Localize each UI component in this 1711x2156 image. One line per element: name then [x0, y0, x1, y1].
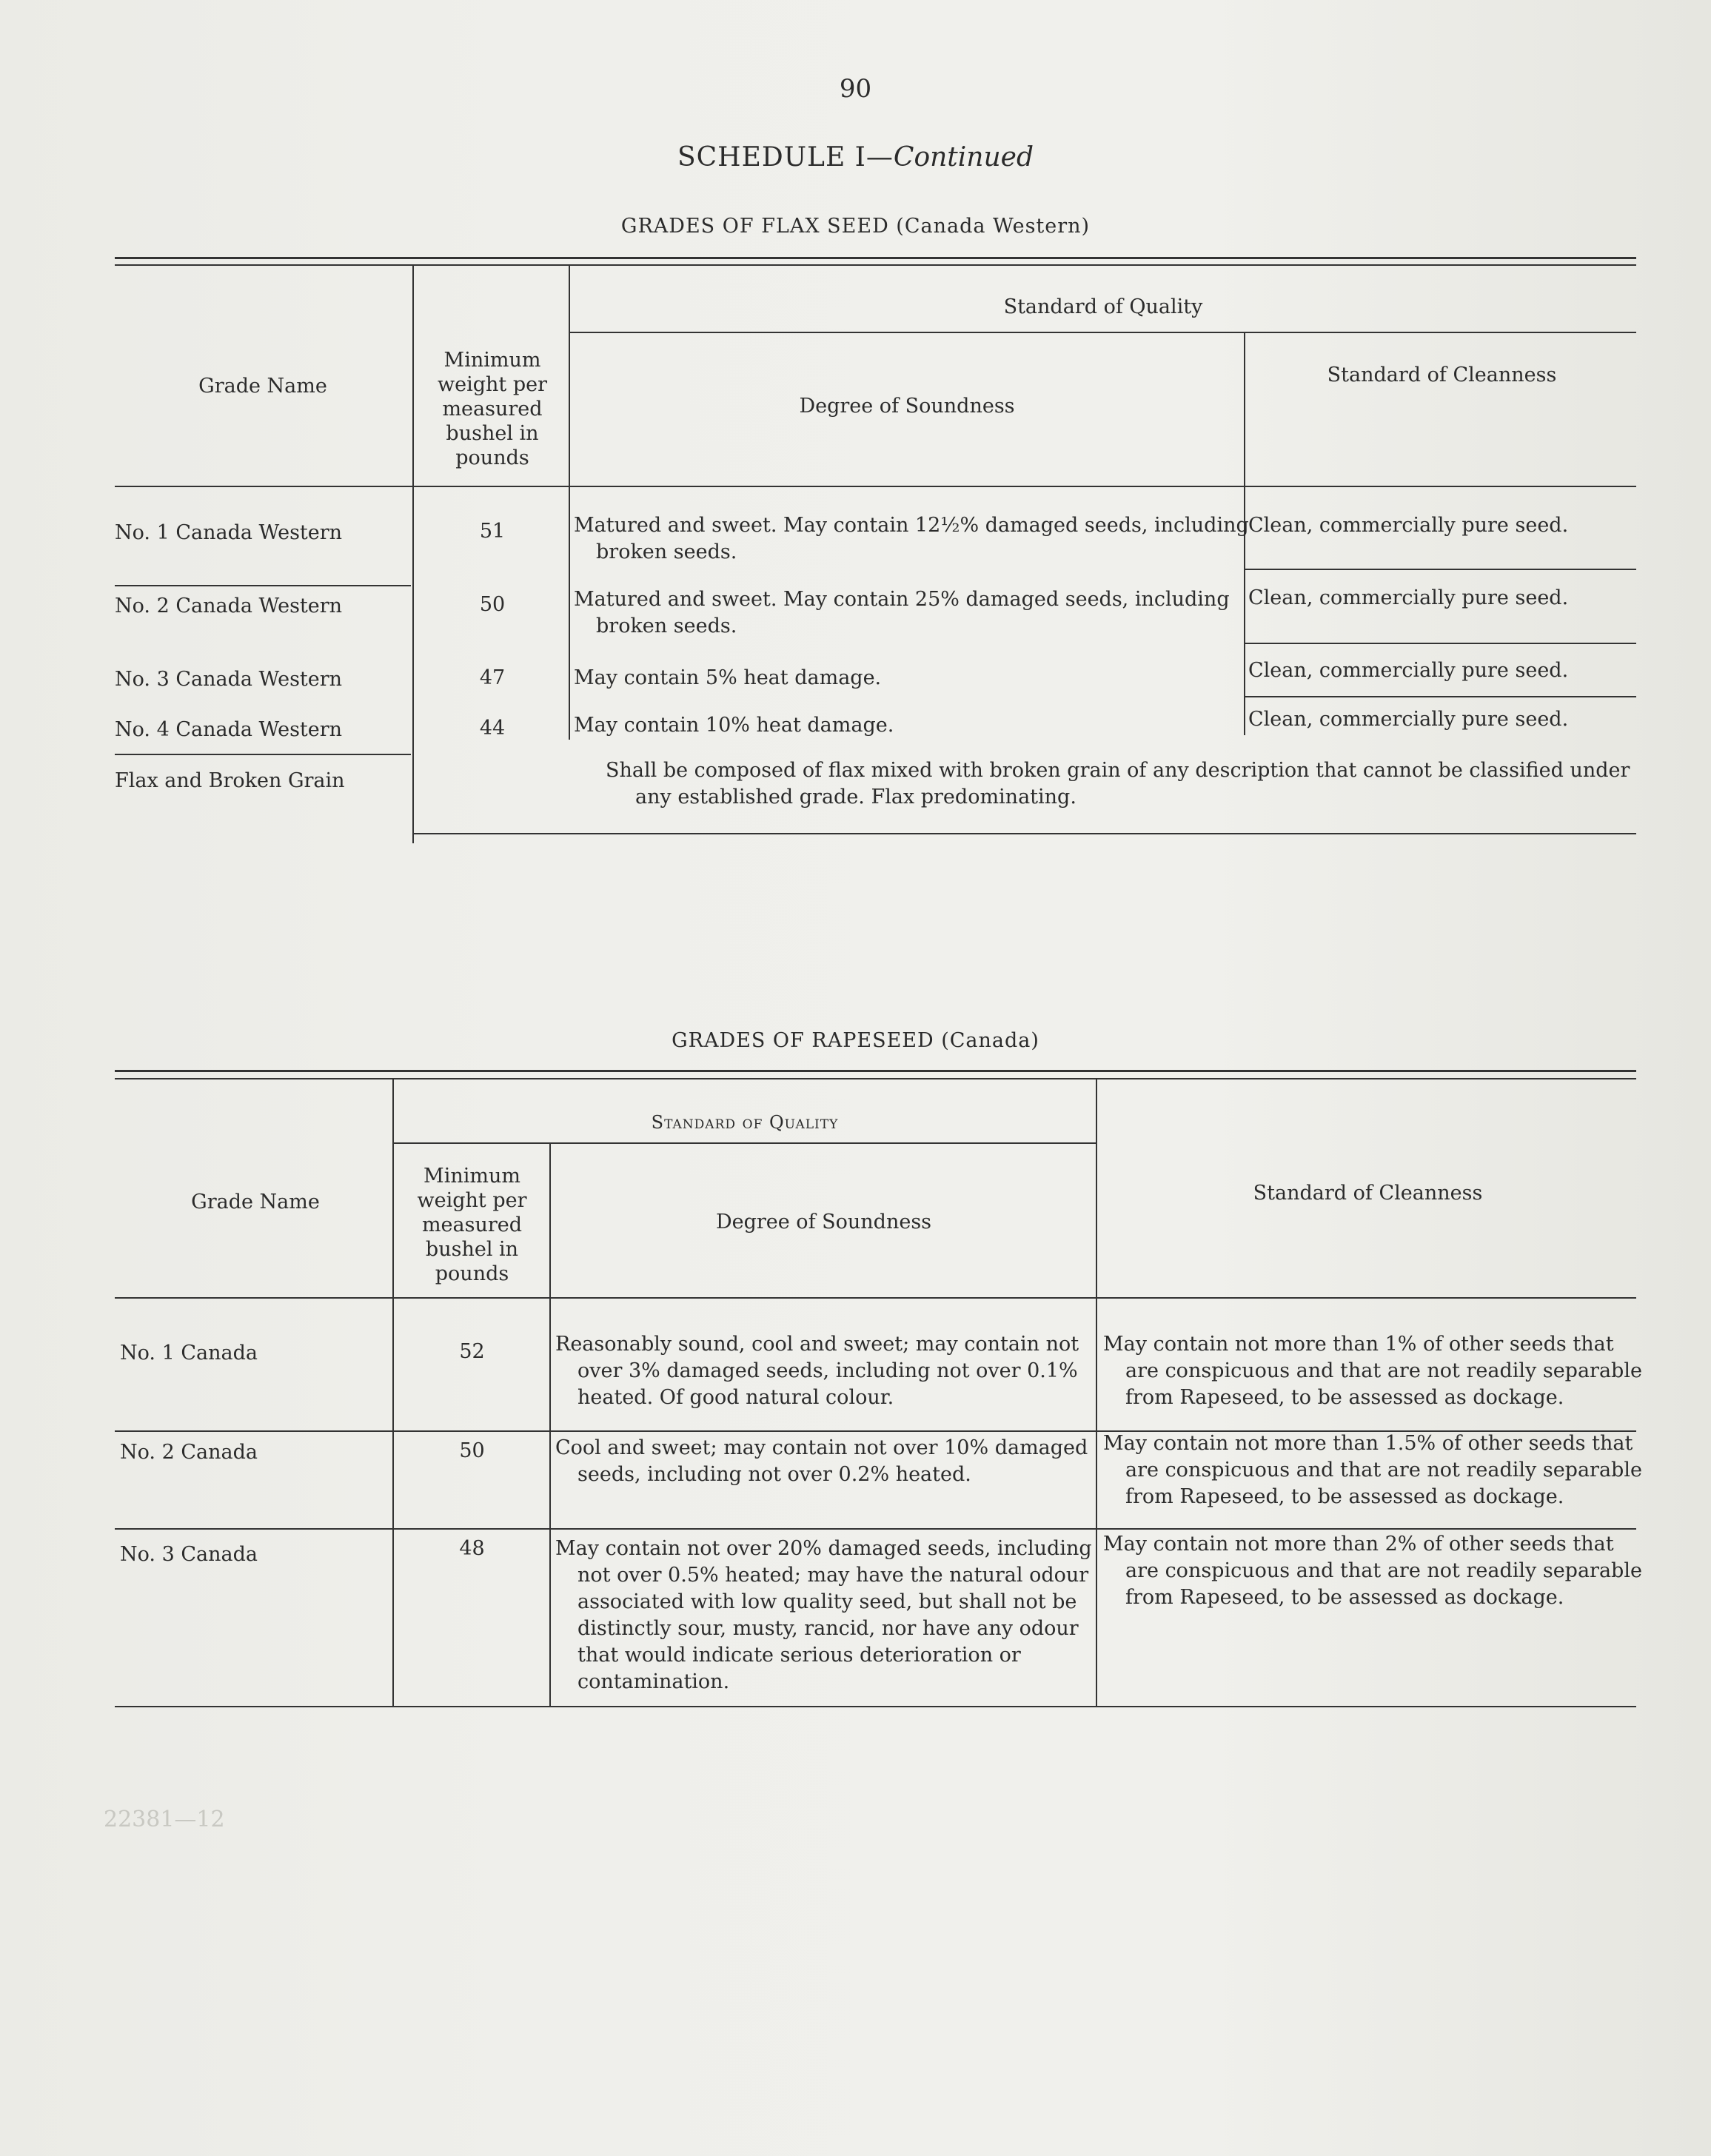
flax-table-title: GRADES OF FLAX SEED (Canada Western) [620, 215, 1091, 238]
flax-row-rule-1a [115, 585, 411, 586]
rapeseed-top-rule [115, 1070, 1636, 1072]
flax-quality-rule [569, 332, 1636, 333]
rapeseed-quality-rule [394, 1142, 1096, 1144]
rapeseed-cleanness: May contain not more than 1% of other seeds that are conspicuous and that are not readily separable from Rapeseed, to be assessed as dockage. [1103, 1333, 1642, 1409]
rapeseed-row-rule-2 [115, 1528, 1636, 1530]
rapeseed-header-grade-name: Grade Name [191, 1191, 320, 1213]
rapeseed-soundness: Reasonably sound, cool and sweet; may contain not over 3% damaged seeds, including not over 0.1% heated. Of good natural colour. [555, 1333, 1079, 1409]
rapeseed-cleanness: May contain not more than 2% of other seeds that are conspicuous and that are not readily separable from Rapeseed, to be assessed as dockage. [1103, 1533, 1642, 1609]
schedule-title-main: SCHEDULE I— [677, 142, 894, 173]
flax-soundness: Matured and sweet. May contain 12½% damaged seeds, including broken seeds. [574, 514, 1249, 563]
flax-header-soundness: Degree of Soundness [799, 395, 1015, 418]
flax-mixed-description: Shall be composed of flax mixed with broken grain of any description that cannot be classified under any established grade. Flax predominating. [606, 759, 1630, 808]
rapeseed-header-min-weight: Minimum weight per measured bushel in pounds [417, 1165, 527, 1285]
flax-grade-name: No. 2 Canada Western [115, 595, 343, 617]
rapeseed-grade-name: No. 1 Canada [120, 1342, 258, 1365]
flax-top-rule [115, 257, 1636, 259]
footer-print-code: 22381—12 [104, 1807, 225, 1832]
flax-soundness: May contain 10% heat damage. [574, 714, 894, 737]
flax-soundness: Matured and sweet. May contain 25% damaged seeds, including broken seeds. [574, 588, 1230, 637]
flax-grade-name: No. 4 Canada Western [115, 718, 343, 741]
rapeseed-table-title: GRADES OF RAPESEED (Canada) [672, 1029, 1039, 1052]
flax-cleanness: Clean, commercially pure seed. [1248, 586, 1569, 609]
flax-min-weight: 50 [479, 593, 506, 616]
flax-row-rule-2b [1244, 643, 1636, 644]
flax-grade-name: Flax and Broken Grain [115, 769, 345, 792]
rapeseed-grade-name: No. 2 Canada [120, 1441, 258, 1464]
flax-header-grade-name: Grade Name [198, 375, 327, 398]
flax-bottom-rule [412, 833, 1636, 834]
flax-vline-1 [412, 266, 414, 843]
rapeseed-min-weight: 52 [459, 1340, 485, 1363]
rapeseed-cleanness: May contain not more than 1.5% of other seeds that are conspicuous and that are not readily separable from Rapeseed, to be assessed as dockage. [1103, 1432, 1642, 1508]
flax-top-rule-2 [115, 264, 1636, 266]
flax-min-weight: 51 [479, 520, 506, 543]
flax-row-rule-4a [115, 754, 411, 755]
rapeseed-header-cleanness: Standard of Cleanness [1253, 1182, 1483, 1205]
rapeseed-soundness: May contain not over 20% damaged seeds, including not over 0.5% heated; may have the natural odour associated with low quality seed, but shall not be distinctly sour, musty, rancid, nor have any odour that would indicate serious deterioration or contamination. [555, 1537, 1092, 1693]
rapeseed-header-standard-quality: Standard of Quality [651, 1112, 839, 1133]
flax-min-weight: 44 [479, 717, 506, 740]
rapeseed-vline-2 [549, 1142, 551, 1707]
flax-grade-name: No. 1 Canada Western [115, 521, 343, 544]
flax-cleanness: Clean, commercially pure seed. [1248, 514, 1569, 537]
schedule-title [0, 142, 1711, 173]
rapeseed-header-soundness: Degree of Soundness [715, 1211, 932, 1233]
page-number: 90 [839, 74, 872, 104]
rapeseed-min-weight: 48 [459, 1537, 485, 1560]
flax-soundness: May contain 5% heat damage. [574, 666, 882, 689]
flax-header-standard-quality: Standard of Quality [1003, 295, 1203, 318]
rapeseed-grade-name: No. 3 Canada [120, 1543, 258, 1566]
flax-cleanness: Clean, commercially pure seed. [1248, 659, 1569, 682]
flax-header-min-weight: Minimum weight per measured bushel in pounds [438, 349, 547, 469]
flax-vline-2 [569, 266, 570, 740]
flax-header-rule [115, 486, 1636, 487]
schedule-title-continued: Continued [893, 142, 1034, 173]
rapeseed-top-rule-2 [115, 1078, 1636, 1079]
rapeseed-bottom-rule [115, 1706, 1636, 1707]
flax-row-rule-3b [1244, 696, 1636, 697]
flax-grade-name: No. 3 Canada Western [115, 668, 343, 691]
rapeseed-vline-1 [392, 1079, 394, 1707]
rapeseed-header-rule [115, 1297, 1636, 1299]
flax-row-rule-1b [1244, 569, 1636, 570]
flax-min-weight: 47 [479, 666, 506, 689]
rapeseed-soundness: Cool and sweet; may contain not over 10% damaged seeds, including not over 0.2% heated. [555, 1436, 1088, 1486]
flax-header-cleanness: Standard of Cleanness [1327, 364, 1557, 386]
flax-cleanness: Clean, commercially pure seed. [1248, 708, 1569, 731]
rapeseed-min-weight: 50 [459, 1439, 485, 1462]
